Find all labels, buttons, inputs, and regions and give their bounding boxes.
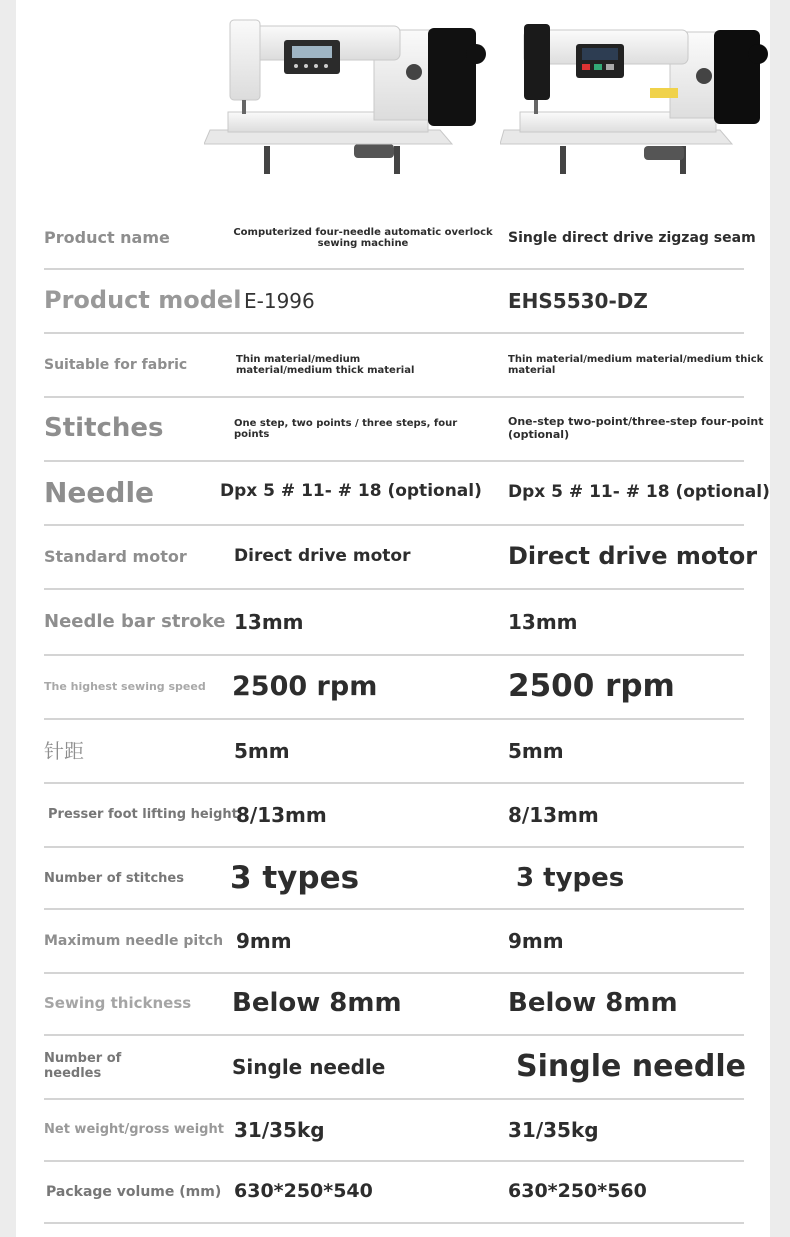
spec-value-1: Dpx 5 # 11- # 18 (optional) xyxy=(220,481,482,501)
spec-value-1: 13mm xyxy=(234,609,304,634)
spec-sheet xyxy=(16,0,770,1237)
spec-row-stitch-count xyxy=(16,848,770,910)
spec-row-stitch-length xyxy=(16,720,770,782)
spec-value-1: Computerized four-needle automatic overlock sewing machine xyxy=(233,226,493,249)
spec-value-1: E-1996 xyxy=(244,288,315,313)
spec-row-product-name xyxy=(16,208,770,268)
spec-value-1: One step, two points / three steps, four points xyxy=(234,417,458,440)
spec-label: Package volume (mm) xyxy=(46,1183,222,1200)
spec-value-2: Direct drive motor xyxy=(508,542,758,571)
spec-value-1: 5mm xyxy=(234,738,290,763)
spec-row-max-pitch xyxy=(16,910,770,972)
row-divider xyxy=(44,1222,744,1224)
spec-row-needle xyxy=(16,462,770,524)
spec-value-1: 630*250*540 xyxy=(234,1180,373,1203)
spec-value-2: 9mm xyxy=(508,928,564,953)
spec-value-2: Single direct drive zigzag seam xyxy=(508,229,756,246)
spec-value-1: Thin material/medium material/medium thick material xyxy=(236,353,415,376)
spec-value-1: Below 8mm xyxy=(232,988,402,1019)
spec-value-2: Thin material/medium material/medium thick material xyxy=(508,353,764,376)
spec-row-max-speed xyxy=(16,656,770,718)
spec-value-2: 13mm xyxy=(508,609,578,634)
spec-label: Suitable for fabric xyxy=(44,356,188,373)
spec-value-1: Single needle xyxy=(232,1054,386,1079)
spec-value-2: 5mm xyxy=(508,738,564,763)
spec-value-2: One-step two-point/three-step four-point (optional) xyxy=(508,415,764,441)
spec-label: The highest sewing speed xyxy=(44,679,206,693)
spec-label: Standard motor xyxy=(44,546,187,566)
spec-label: Needle bar stroke xyxy=(44,610,226,632)
spec-value-1: 31/35kg xyxy=(234,1117,325,1142)
spec-value-2: 2500 rpm xyxy=(508,668,675,705)
spec-value-2: Single needle xyxy=(516,1048,746,1084)
spec-row-fabric xyxy=(16,334,770,396)
spec-label: Sewing thickness xyxy=(44,994,192,1013)
spec-row-needle-bar-stroke xyxy=(16,590,770,654)
spec-row-stitches xyxy=(16,398,770,460)
computerized-overlock-machine-image xyxy=(204,6,494,186)
spec-row-motor xyxy=(16,526,770,588)
spec-label: Product model xyxy=(44,286,242,315)
spec-value-2: Below 8mm xyxy=(508,988,678,1019)
spec-label: Presser foot lifting height xyxy=(48,806,238,822)
spec-value-1: 8/13mm xyxy=(236,802,327,827)
spec-row-weight xyxy=(16,1100,770,1160)
spec-value-2: 3 types xyxy=(516,863,625,894)
spec-label: Needle xyxy=(44,475,155,509)
spec-value-2: 8/13mm xyxy=(508,802,599,827)
product-images xyxy=(16,0,770,190)
spec-label: Product name xyxy=(44,227,170,247)
spec-label: Net weight/gross weight xyxy=(44,1121,224,1137)
spec-value-2: EHS5530-DZ xyxy=(508,288,648,313)
spec-row-needle-count xyxy=(16,1036,770,1098)
spec-value-2: 630*250*560 xyxy=(508,1180,647,1203)
spec-label: 针距 xyxy=(44,738,84,763)
spec-row-product-model xyxy=(16,270,770,332)
spec-label: Number of needles xyxy=(44,1051,122,1081)
spec-value-1: Direct drive motor xyxy=(234,546,411,567)
spec-value-1: 2500 rpm xyxy=(232,671,378,703)
spec-label: Stitches xyxy=(44,413,164,444)
spec-value-2: Dpx 5 # 11- # 18 (optional) xyxy=(508,482,770,503)
spec-row-thickness xyxy=(16,974,770,1034)
spec-value-1: 3 types xyxy=(230,860,360,897)
zigzag-machine-image xyxy=(500,6,770,186)
spec-row-package-volume xyxy=(16,1162,770,1222)
spec-label: Maximum needle pitch xyxy=(44,932,224,949)
spec-label: Number of stitches xyxy=(44,870,184,886)
spec-value-2: 31/35kg xyxy=(508,1117,599,1142)
spec-row-presser-foot xyxy=(16,784,770,846)
spec-value-1: 9mm xyxy=(236,928,292,953)
